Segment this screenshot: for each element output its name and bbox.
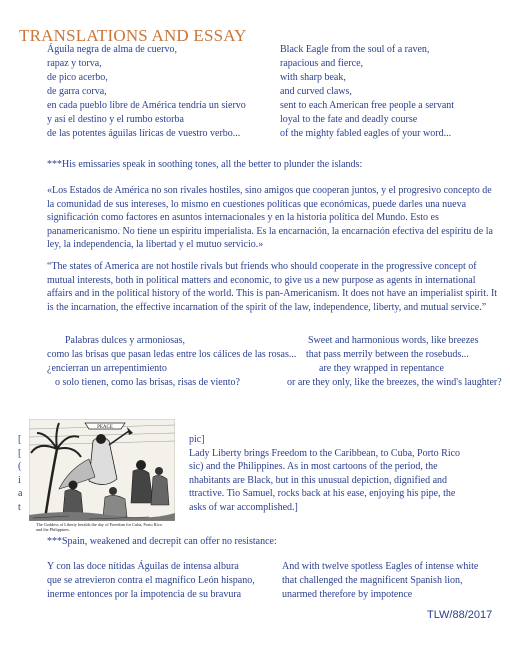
quote-english: “The states of America are not hostile rivals but friends who should cooperate in the progressive concept of mutual interests, both in political matters and economic, to give us a new purpose as agents in international affairs and in the political history of the world. This is pan-Americanism. It does not have an imperialist spirit. It is the incarnation, the effective incarnation of the spirit of the law, independence, liberty, and mutual service.”: [47, 261, 498, 313]
note-emissaries: ***His emissaries speak in soothing tones, all the better to plunder the islands:: [47, 159, 363, 170]
figure-text-fragments: [18, 433, 22, 515]
figure-description: [189, 433, 460, 515]
description-line: asks of war accomplished.]: [189, 501, 298, 513]
verse-line: sent to each American free people a servant: [280, 100, 455, 111]
figure-caption: The Goddess of Liberty heralds the day of Freedom for Cuba, Porto Rico and the Philippines.: [36, 522, 162, 533]
political-cartoon-illustration: [29, 419, 175, 521]
document-reference: TLW/88/2017: [427, 609, 493, 621]
verse-line: inerme entonces por la impotencia de su bravura: [47, 589, 242, 600]
verse-line: Águila negra de alma de cuervo,: [47, 44, 177, 55]
description-line: ttractive. Tio Samuel, rocks back at his ease, enjoying his pipe, the: [189, 488, 456, 500]
verse-line: ¿encierran un arrepentimiento: [47, 363, 167, 374]
verse-line: loyal to the fate and deadly course: [280, 114, 418, 125]
verse-line: of the mighty fabled eagles of your word...: [280, 128, 452, 139]
verse-line: that pass merrily between the rosebuds...: [306, 349, 469, 360]
verse-line: de las potentes águilas líricas de vuestro verbo...: [47, 128, 241, 139]
verse-line: o solo tienen, como las brisas, risas de viento?: [55, 377, 240, 388]
poem3-spanish: [47, 560, 255, 602]
poem1-english: [280, 43, 454, 141]
svg-text:PEACE: PEACE: [97, 425, 113, 430]
verse-line: como las brisas que pasan ledas entre los cálices de las rosas...: [47, 349, 297, 360]
verse-line: and curved claws,: [280, 86, 352, 97]
verse-line: Black Eagle from the soul of a raven,: [280, 44, 430, 55]
text-fragment: [: [18, 434, 22, 445]
description-line: sic) and the Philippines. As in most cartoons of the period, the: [189, 461, 438, 473]
description-line: pic]: [189, 434, 205, 445]
verse-line: And with twelve spotless Eagles of intense white: [282, 561, 479, 572]
verse-line: que se atrevieron contra el magnífico León hispano,: [47, 575, 255, 586]
verse-line: with sharp beak,: [280, 72, 346, 83]
verse-line: or are they only, like the breezes, the wind's laughter?: [287, 377, 502, 388]
poem2-spanish: [47, 334, 296, 390]
description-line: nhabitants are Black, but in this unusual depiction, dignified and: [189, 474, 448, 486]
verse-line: Y con las doce nítidas Águilas de intensa albura: [47, 561, 239, 572]
text-fragment: a: [18, 488, 23, 500]
page-title: TRANSLATIONS AND ESSAY: [19, 26, 247, 45]
description-line: Lady Liberty brings Freedom to the Caribbean, to Cuba, Porto Rico: [189, 447, 461, 459]
verse-line: Sweet and harmonious words, like breezes: [308, 335, 479, 346]
text-fragment: (: [18, 461, 22, 473]
text-fragment: i: [18, 474, 21, 486]
verse-line: that challenged the magnificent Spanish lion,: [282, 575, 463, 586]
verse-line: y así el destino y el rumbo estorba: [47, 114, 184, 125]
verse-line: rapacious and fierce,: [280, 58, 364, 69]
poem3-english: [282, 560, 478, 602]
verse-line: unarmed therefore by impotence: [282, 589, 413, 600]
verse-line: de garra corva,: [47, 86, 107, 97]
verse-line: are they wrapped in repentance: [319, 363, 444, 374]
note-spain: ***Spain, weakened and decrepit can offer no resistance:: [47, 536, 277, 547]
quote-spanish: «Los Estados de América no son rivales hostiles, sino amigos que cooperan juntos, y el progresivo concepto de la comunidad de sus intereses, lo mismo en cuestiones políticas que económicas, puede darles una nueva significación como factores en asuntos internacionales y en la historia política del Mundo. Esto es panamericanismo. No tiene un espíritu imperialista. Es la encarnación, la encarnación efectiva del espíritu de la ley, la independencia, la libertad y el mutuo servicio.»: [47, 185, 493, 251]
poem2-english: [287, 334, 502, 390]
poem1-spanish: [47, 43, 246, 141]
verse-line: de pico acerbo,: [47, 72, 108, 83]
verse-line: en cada pueblo libre de América tendría un siervo: [47, 100, 246, 111]
verse-line: rapaz y torva,: [47, 58, 102, 69]
text-fragment: [: [18, 447, 22, 459]
verse-line: Palabras dulces y armoniosas,: [65, 335, 185, 346]
text-fragment: t: [18, 501, 21, 513]
